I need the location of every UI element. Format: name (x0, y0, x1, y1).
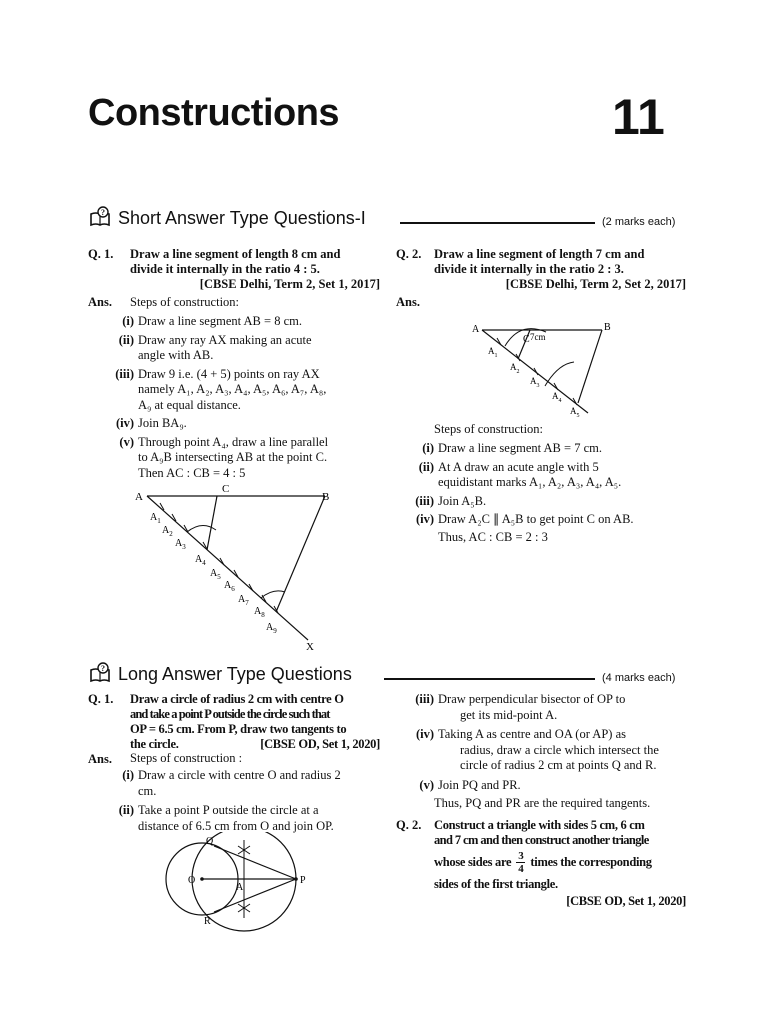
fig1-label-c: C (222, 483, 230, 495)
sq2-question (434, 247, 686, 292)
fig2-line-a5b (578, 330, 602, 403)
figure-line-division-2-3 (470, 318, 620, 418)
fig1-label-a4: $A_4$ (195, 554, 206, 567)
figure-tangents-to-circle (160, 832, 320, 932)
sq1-step-5b: to A₉B intersecting AB at the point C. (138, 450, 328, 464)
sq2-text-line2: divide it internally in the ratio 2 : 3. (434, 262, 624, 276)
fig1-label-a6: $A_6$ (224, 580, 235, 593)
fig2-label-a: A (472, 324, 480, 335)
lq1-line2: and take a point P outside the circle such that (130, 707, 330, 721)
fig2-label-a3: $A_3$ (530, 376, 540, 389)
sq1-label: Q. 1. (88, 247, 114, 261)
sq2-step-3: (iii) Join A₅B. (415, 493, 487, 508)
fig3-point-p (294, 877, 298, 881)
fig2-label-a2: $A_2$ (510, 362, 520, 375)
lq1-step-4: (iv) Taking A as centre and OA (or AP) as (415, 727, 626, 741)
sq2-step-1: (i) Draw a line segment AB = 7 cm. (422, 441, 602, 455)
short-answer-marks: (2 marks each) (602, 216, 676, 228)
fig3-label-a: A (236, 882, 244, 893)
sq2-label: Q. 2. (396, 247, 422, 261)
section-rule (384, 678, 595, 680)
chapter-number: 11 (612, 89, 665, 145)
sq1-text-line1: Draw a line segment of length 8 cm and (130, 247, 341, 261)
chapter-title: Constructions (88, 92, 340, 134)
sq2-conclusion: Thus, AC : CB = 2 : 3 (438, 529, 548, 544)
fig1-label-a2: $A_2$ (162, 525, 173, 538)
sq2-step-2: (ii) At A draw an acute angle with 5 (418, 459, 599, 474)
lq1-step-4b: radius, draw a circle which intersect the (460, 742, 659, 757)
lq1-line1: Draw a circle of radius 2 cm with centre O (130, 692, 344, 706)
fig3-label-r: R (204, 916, 211, 927)
long-answer-section-title: Long Answer Type Questions (118, 664, 352, 684)
fig3-label-q: Q (206, 836, 214, 847)
sq2-steps (412, 441, 692, 545)
fig2-ray (482, 330, 588, 413)
sq2-ans-label: Ans. (396, 295, 420, 309)
fig1-label-x: X (306, 641, 314, 653)
fig1-label-a8: $A_8$ (254, 606, 265, 619)
lq1-steps-title: Steps of construction : (130, 751, 243, 765)
fig1-arc-2 (261, 591, 285, 598)
fig2-label-c: C (523, 334, 530, 345)
fig1-label-a1: $A_1$ (150, 512, 161, 525)
sq1-step-3: (iii) Draw 9 i.e. (4 + 5) points on ray AX (115, 366, 320, 381)
sq1-question (130, 247, 380, 292)
lq1-question (130, 692, 380, 752)
sq1-step-5: (v) Through point A₄, draw a line parallel (119, 434, 329, 449)
sq1-step-1: (i) Draw a line segment AB = 8 cm. (122, 314, 302, 328)
lq1-step-3: (iii) Draw perpendicular bisector of OP to (415, 692, 626, 706)
sq1-steps-title: Steps of construction: (130, 295, 240, 309)
svg-text:?: ? (101, 664, 105, 673)
fig1-line-a9b (276, 496, 325, 612)
lq2-fraction: 3 4 (518, 850, 524, 875)
lq1-step-4c: circle of radius 2 cm at points Q and R. (460, 758, 657, 772)
fig1-label-a7: $A_7$ (238, 594, 249, 607)
fig1-line-a4c (207, 496, 217, 550)
lq1-label: Q. 1. (88, 692, 114, 706)
lq2-line2: and 7 cm and then construct another triangle (434, 833, 649, 847)
lq1-steps-left (112, 768, 392, 834)
section-rule (400, 222, 595, 224)
sq1-step-4: (iv) Join BA₉. (115, 416, 187, 430)
fig2-label-a1: $A_1$ (488, 346, 498, 359)
lq2-reference: [CBSE OD, Set 1, 2020] (566, 894, 686, 908)
lq1-step-5: (v) Join PQ and PR. (419, 777, 521, 792)
sq1-step-3c: A₉ at equal distance. (138, 397, 241, 412)
sq2-text-line1: Draw a line segment of length 7 cm and (434, 247, 645, 261)
fig1-label-a3: $A_3$ (175, 538, 186, 551)
sq1-ans-label: Ans. (88, 295, 112, 309)
sq1-step-5c: Then AC : CB = 4 : 5 (138, 465, 246, 480)
long-answer-marks: (4 marks each) (602, 672, 676, 684)
fig1-label-b: B (322, 491, 330, 503)
lq2-question (434, 818, 686, 909)
sq1-step-2b: angle with AB. (138, 348, 214, 362)
lq2-line4: sides of the first triangle. (434, 877, 558, 891)
lq1-line4: the circle. [CBSE OD, Set 1, 2020] (130, 737, 380, 751)
fig3-label-p: P (300, 875, 306, 886)
fig2-label-b: B (604, 322, 611, 333)
sq2-step-4: (iv) Draw A₂C ∥ A₅B to get point C on AB. (415, 512, 634, 526)
fig3-label-o: O (188, 875, 196, 886)
fig2-label-a5: $A_5$ (570, 406, 580, 418)
lq1-step-1: (i) Draw a circle with centre O and radius 2 (122, 768, 341, 782)
fig1-label-a9: $A_9$ (266, 622, 277, 635)
lq1-line3: OP = 6.5 cm. From P, draw two tangents to (130, 722, 347, 736)
fig1-label-a5: $A_5$ (210, 568, 221, 581)
lq1-reference: [CBSE OD, Set 1, 2020] (260, 737, 380, 751)
lq1-step-2: (ii) Take a point P outside the circle at a (118, 803, 319, 817)
lq2-label: Q. 2. (396, 818, 422, 832)
lq1-step-1b: cm. (138, 783, 157, 798)
fig1-ray-ax (147, 496, 308, 640)
lq1-steps-right (412, 692, 692, 812)
lq1-step-2b: distance of 6.5 cm from O and join OP. (138, 818, 334, 833)
fig1-label-a: A (135, 491, 143, 503)
fig3-point-o (200, 877, 204, 881)
lq2-line3: whose sides are 3 4 times the corresponding (434, 850, 652, 875)
fig3-tangent-pq (214, 846, 296, 879)
fig2-label-length: 7cm (530, 332, 546, 342)
short-answer-section-title: Short Answer Type Questions-I (118, 208, 366, 228)
lq1-ans-label: Ans. (88, 752, 112, 766)
sq1-steps (112, 314, 392, 481)
fig3-tangent-pr (214, 879, 296, 912)
sq1-text-line2: divide it internally in the ratio 4 : 5. (130, 262, 320, 276)
lq1-conclusion: Thus, PQ and PR are the required tangents. (434, 796, 651, 810)
sq2-steps-title: Steps of construction: (434, 422, 544, 436)
lq2-line1: Construct a triangle with sides 5 cm, 6 cm (434, 818, 645, 832)
sq2-reference: [CBSE Delhi, Term 2, Set 2, 2017] (505, 277, 686, 291)
sq1-step-2: (ii) Draw any ray AX making an acute (118, 332, 312, 347)
lq1-step-3b: get its mid-point A. (460, 707, 558, 722)
question-book-icon (88, 662, 112, 684)
sq1-reference: [CBSE Delhi, Term 2, Set 1, 2017] (199, 277, 380, 291)
sq2-step-2b: equidistant marks A₁, A₂, A₃, A₄, A₅. (438, 475, 622, 489)
question-book-icon (88, 206, 112, 228)
figure-line-division-4-5 (130, 480, 390, 655)
fig2-label-a4: $A_4$ (552, 391, 562, 404)
sq1-step-3b: namely A₁, A₂, A₃, A₄, A₅, A₆, A₇, A₈, (138, 382, 327, 396)
svg-text:?: ? (101, 208, 105, 217)
